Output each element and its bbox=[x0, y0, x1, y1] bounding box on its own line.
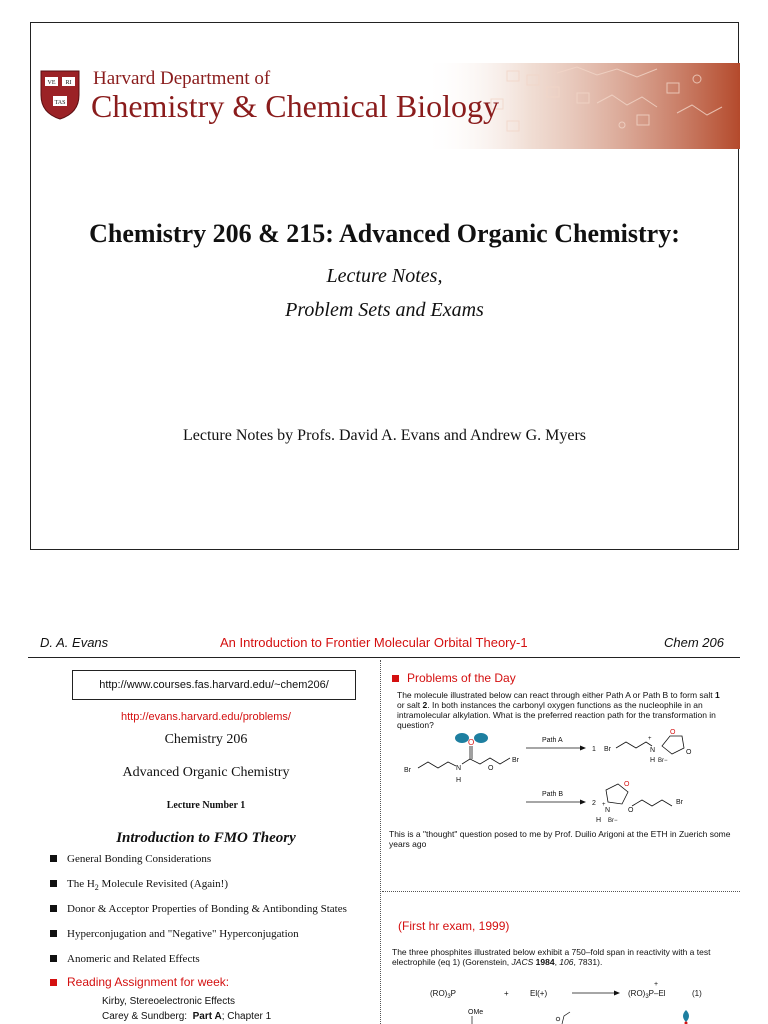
methoxy-label: OMe bbox=[468, 1009, 484, 1016]
subject-name: Advanced Organic Chemistry bbox=[122, 765, 290, 780]
reading-assignment-heading bbox=[50, 975, 229, 989]
journal-year: 1984 bbox=[535, 957, 555, 967]
bromine-atom: Br bbox=[512, 757, 519, 764]
equation-number: (1) bbox=[692, 989, 702, 998]
harvard-shield-icon bbox=[39, 69, 81, 121]
shield-text-ri: RI bbox=[65, 80, 72, 86]
reaction-scheme-paths bbox=[396, 724, 736, 834]
journal-volume: 106 bbox=[559, 957, 574, 967]
reading-book: Carey & Sundberg: bbox=[102, 1011, 188, 1022]
lecture-number: Lecture Number 1 bbox=[166, 800, 246, 811]
salt-2-label: 2 bbox=[422, 700, 428, 710]
oxygen-atom: O bbox=[488, 765, 494, 772]
oxygen-atom: O bbox=[468, 738, 475, 747]
reactant-phosphite: $(RO)_3P$ bbox=[430, 989, 457, 1000]
oxygen-atom: O bbox=[628, 807, 634, 814]
lecture-page bbox=[0, 620, 768, 1024]
path-b-label: Path B bbox=[542, 791, 564, 798]
problem-text: The molecule illustrated below can react through either Path A or Path B to form salt bbox=[397, 690, 715, 700]
hydrogen-atom: H bbox=[650, 757, 656, 764]
cover-page bbox=[30, 22, 739, 550]
phosphite-text: The three phosphites illustrated below exhibit a 750–fold span in reactivity with a test electrophile (eq 1) (Gorenstein, bbox=[392, 947, 711, 967]
oxygen-atom: O bbox=[686, 749, 692, 756]
topic-label: General Bonding Considerations bbox=[67, 853, 212, 865]
topic-label: Hyperconjugation and "Negative" Hyperconjugation bbox=[67, 928, 299, 940]
reading-chapter: ; Chapter 1 bbox=[221, 1011, 272, 1022]
plus-sign: + bbox=[504, 989, 509, 998]
orbital-lobe-left bbox=[455, 733, 469, 743]
course-name: Chemistry 206 bbox=[164, 732, 248, 747]
bullet-square-icon bbox=[50, 880, 57, 887]
problems-of-the-day-heading bbox=[392, 671, 516, 685]
bullet-square-icon bbox=[50, 930, 57, 937]
topic-item bbox=[50, 878, 228, 892]
hydrogen-atom: H bbox=[596, 817, 602, 824]
bullet-square-icon bbox=[50, 955, 57, 962]
problem-text: . In both instances the carbonyl oxygen functions as the nucleophile in an intramolecular alkylation. What is the preferred reaction path for the transformation in question? bbox=[397, 700, 716, 730]
department-name-line1: Harvard Department of bbox=[93, 68, 271, 89]
bullet-square-icon bbox=[50, 905, 57, 912]
path-a-arrowhead bbox=[580, 746, 586, 751]
salt-2-structure bbox=[606, 784, 672, 806]
reading-heading-label: Reading Assignment for week: bbox=[67, 975, 230, 989]
header-course: Chem 206 bbox=[664, 635, 724, 650]
shield-text-tas: TAS bbox=[54, 100, 66, 106]
plus-charge: + bbox=[602, 802, 606, 808]
header-rule bbox=[28, 657, 740, 658]
course-title: Chemistry 206 & 215: Advanced Organic Chemistry: bbox=[89, 219, 680, 248]
bromide-ion: Br− bbox=[658, 758, 668, 764]
subtitle-line1: Lecture Notes, bbox=[326, 265, 443, 287]
topic-item bbox=[50, 903, 347, 915]
cyclic-phosphite-fragment bbox=[556, 1012, 570, 1024]
hydrogen-atom: H bbox=[456, 777, 462, 784]
bromide-ion: Br− bbox=[608, 818, 618, 824]
oxygen-atom: O bbox=[670, 729, 676, 736]
department-banner bbox=[37, 63, 740, 149]
lecture-title: Introduction to FMO Theory bbox=[116, 830, 296, 846]
topic-label: Anomeric and Related Effects bbox=[67, 953, 200, 965]
header-author: D. A. Evans bbox=[40, 635, 109, 650]
topic-label: The H bbox=[67, 878, 95, 890]
potd-heading-label: Problems of the Day bbox=[407, 671, 516, 685]
phosphite-equation bbox=[392, 972, 742, 1024]
phosphite-statement: The three phosphites illustrated below exhibit a 750–fold span in reactivity with a test electrophile (eq 1) (Gorenstein, JACS 1984, 106, 7831). bbox=[392, 947, 711, 967]
exam-heading: (First hr exam, 1999) bbox=[398, 919, 510, 933]
plus-charge: + bbox=[654, 981, 659, 988]
reading-item: Kirby, Stereoelectronic Effects bbox=[102, 996, 236, 1007]
shield-text-ve: VE bbox=[47, 80, 56, 86]
salt-2-number: 2 bbox=[592, 800, 596, 807]
topic-item bbox=[50, 928, 299, 940]
orbital-lobe-right bbox=[474, 733, 488, 743]
bromine-atom: Br bbox=[676, 799, 683, 806]
topic-item bbox=[50, 853, 211, 865]
bromine-atom: Br bbox=[604, 746, 611, 753]
reading-item bbox=[102, 1011, 271, 1022]
authors-line: Lecture Notes by Profs. David A. Evans and Andrew G. Myers bbox=[182, 427, 587, 444]
bullet-square-icon bbox=[392, 675, 399, 682]
path-b-arrowhead bbox=[580, 800, 586, 805]
bullet-square-icon bbox=[50, 855, 57, 862]
thought-question-note: This is a "thought" question posed to me by Prof. Duilio Arigoni at the ETH in Zuerich some years ago bbox=[389, 829, 731, 849]
nitrogen-atom: N bbox=[456, 765, 462, 772]
salt-1-label: 1 bbox=[714, 690, 720, 700]
problem-text: or salt bbox=[397, 700, 423, 710]
oxygen-atom: O bbox=[624, 781, 630, 788]
course-url-box[interactable]: http://www.courses.fas.harvard.edu/~chem206/ bbox=[72, 670, 356, 700]
reaction-arrowhead bbox=[614, 991, 620, 996]
nitrogen-atom: N bbox=[650, 747, 656, 754]
reading-part: Part A bbox=[192, 1011, 222, 1022]
electrophile: El(+) bbox=[530, 989, 548, 998]
header-title: An Introduction to Frontier Molecular Orbital Theory-1 bbox=[220, 635, 528, 650]
section-divider bbox=[382, 891, 740, 892]
subtitle-line2: Problem Sets and Exams bbox=[285, 299, 484, 321]
nitrogen-atom: N bbox=[605, 807, 611, 814]
topic-label-rest: Molecule Revisited (Again!) bbox=[98, 878, 229, 890]
topic-item bbox=[50, 953, 200, 965]
starting-molecule bbox=[418, 746, 510, 768]
plus-charge: + bbox=[648, 736, 652, 742]
salt-1-number: 1 bbox=[592, 746, 596, 753]
phosphorus-lone-pair-icon bbox=[683, 1010, 689, 1022]
topic-subscript: 2 bbox=[94, 883, 99, 893]
product-phosphonium: $(RO)_3P-El$ bbox=[628, 989, 666, 1000]
journal-name: JACS bbox=[511, 957, 534, 967]
topic-label: Donor & Acceptor Properties of Bonding & Antibonding States bbox=[67, 903, 347, 915]
phosphite-text: , 7831). bbox=[573, 957, 603, 967]
path-a-label: Path A bbox=[542, 737, 563, 744]
bullet-square-icon bbox=[50, 979, 57, 986]
department-name-line2: Chemistry & Chemical Biology bbox=[91, 88, 499, 124]
problems-url-link[interactable]: http://evans.harvard.edu/problems/ bbox=[121, 711, 291, 723]
bromine-atom: Br bbox=[404, 767, 411, 774]
